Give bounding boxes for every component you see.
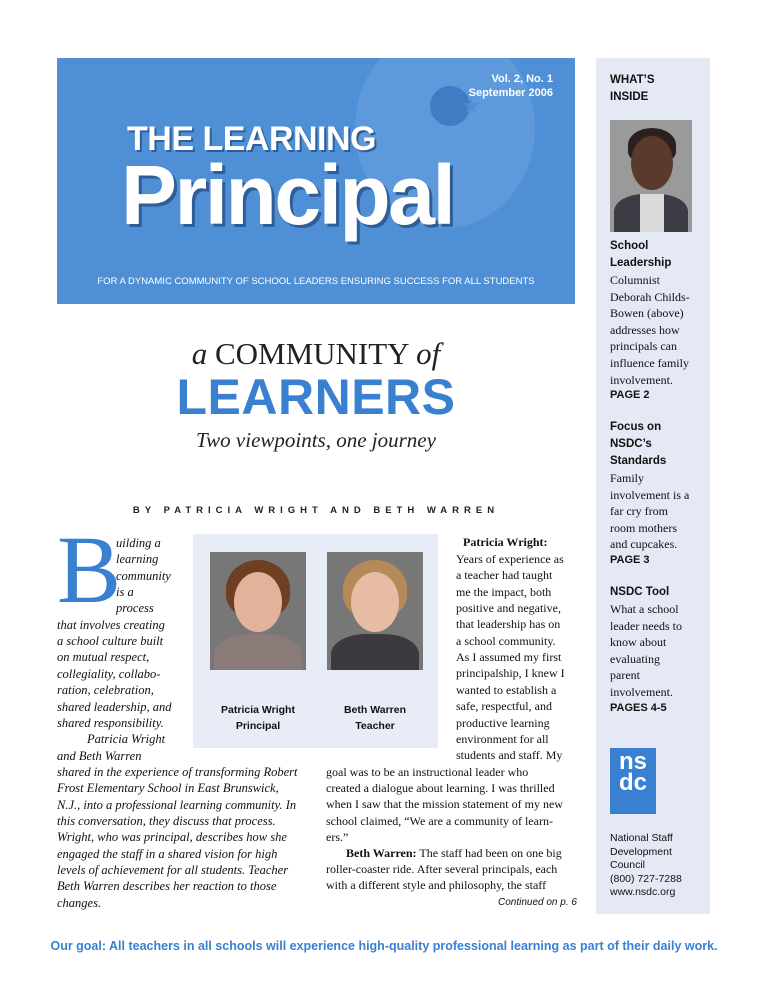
headline-learners: LEARNERS bbox=[176, 369, 456, 425]
body-line: school claimed, “We are a community of learn- bbox=[326, 813, 553, 828]
body-line: that leadership has on bbox=[456, 617, 561, 632]
photo-face bbox=[351, 572, 399, 632]
logo-line: ns bbox=[618, 748, 647, 775]
intro-line: and Beth Warren bbox=[57, 748, 142, 763]
speaker-patricia-wright: Patricia Wright: bbox=[463, 535, 548, 549]
headline-community bbox=[57, 336, 575, 372]
sidebar-header bbox=[610, 72, 655, 106]
sidebar-section-text: far cry from bbox=[610, 504, 668, 519]
body-line: safe, respectful, and bbox=[456, 699, 552, 714]
body-line: a teacher had taught bbox=[456, 568, 553, 583]
masthead bbox=[57, 58, 575, 304]
title-principal: Principal bbox=[121, 148, 454, 242]
intro-line: on mutual respect, bbox=[57, 650, 150, 665]
sidebar-section-text: Deborah Childs- bbox=[610, 289, 690, 304]
body-line: ers.” bbox=[326, 829, 349, 844]
body-line: with a different style and philosophy, the staff bbox=[326, 878, 547, 893]
sidebar-section-page[interactable]: PAGES 4-5 bbox=[610, 701, 667, 714]
contact-line: Council bbox=[610, 859, 646, 871]
sidebar-section-text: addresses how bbox=[610, 322, 680, 337]
body-paragraph-2 bbox=[346, 846, 562, 861]
caption-role: Principal bbox=[235, 720, 281, 732]
contact-website[interactable]: www.nsdc.org bbox=[610, 886, 676, 898]
intro-line: that involves creating bbox=[57, 617, 165, 632]
sidebar-section-title: Leadership bbox=[610, 257, 672, 269]
intro-line: Patricia Wright bbox=[87, 732, 166, 747]
intro-line: Wright, who was principal, describes how she bbox=[57, 830, 287, 845]
intro-line: community bbox=[116, 568, 171, 583]
tagline: FOR A DYNAMIC COMMUNITY OF SCHOOL LEADERS ENSURING SUCCESS FOR ALL STUDENTS bbox=[97, 276, 535, 287]
intro-line: uilding a bbox=[116, 536, 161, 550]
contact-info bbox=[610, 832, 682, 900]
byline: BY PATRICIA WRIGHT AND BETH WARREN bbox=[132, 505, 500, 516]
photo-deborah-childs-bowen bbox=[610, 120, 692, 232]
contact-line: Development bbox=[610, 845, 672, 858]
caption-role: Teacher bbox=[355, 720, 395, 732]
intro-line: ration, celebration, bbox=[57, 683, 154, 698]
sidebar-section-text: involvement. bbox=[610, 372, 673, 387]
logo-line: dc bbox=[618, 769, 647, 796]
body-line: goal was to be an instructional leader who bbox=[326, 764, 529, 779]
intro-line: collegiality, collabo- bbox=[57, 666, 161, 681]
sidebar-section-title: Standards bbox=[610, 455, 667, 467]
sidebar-section-text: What a school bbox=[610, 602, 679, 616]
intro-line: shared leadership, and bbox=[57, 699, 172, 714]
sidebar-section-text: influence family bbox=[610, 356, 689, 370]
sidebar-section-text: principals can bbox=[610, 339, 677, 354]
intro-line: shared in the experience of transforming Robert bbox=[57, 764, 298, 779]
intro-line: changes. bbox=[57, 895, 102, 910]
caption-patricia-wright bbox=[203, 702, 313, 734]
caption-name: Beth Warren bbox=[343, 704, 407, 716]
photo-box bbox=[193, 534, 438, 748]
sidebar-section-text: evaluating bbox=[610, 651, 660, 666]
sidebar-section-title: Focus on bbox=[610, 421, 662, 433]
body-line: roller-coaster ride. After several principals, each bbox=[326, 862, 558, 876]
continued-link[interactable]: Continued on p. 6 bbox=[498, 897, 577, 908]
intro-line: this conversation, they discuss that process. bbox=[57, 813, 276, 828]
photo-shoulders bbox=[214, 634, 302, 670]
issue-date: September 2006 bbox=[468, 87, 553, 99]
sidebar-section-title: School bbox=[610, 240, 649, 252]
body-line: productive learning bbox=[456, 715, 550, 730]
issue-info bbox=[469, 72, 553, 100]
goal-statement: Our goal: All teachers in all schools will experience high-quality professional learning as part of their daily work. bbox=[50, 939, 718, 953]
photo-face bbox=[234, 572, 282, 632]
body-line: environment for all bbox=[456, 731, 549, 746]
photo-shoulders bbox=[331, 634, 419, 670]
caption-name: Patricia Wright bbox=[221, 704, 295, 716]
sidebar-section-text: Columnist bbox=[610, 273, 661, 287]
headline-community-word: COMMUNITY bbox=[214, 336, 409, 371]
sidebar-section-text: and cupcakes. bbox=[610, 537, 678, 552]
volume-number: Vol. 2, No. 1 bbox=[491, 73, 553, 85]
photo-face bbox=[631, 136, 673, 190]
caption-beth-warren bbox=[320, 702, 430, 734]
body-line: As I assumed my first bbox=[456, 650, 562, 665]
drop-cap: B bbox=[57, 516, 122, 623]
sidebar-section-text: room mothers bbox=[610, 520, 677, 535]
sidebar-section-text: know about bbox=[610, 635, 667, 650]
photo-patricia-wright bbox=[210, 552, 306, 670]
sidebar-section-text: parent bbox=[610, 668, 640, 683]
sidebar-section-text: involvement. bbox=[610, 685, 673, 699]
sidebar-section-text: Family bbox=[610, 471, 645, 485]
intro-line: Frost Elementary School in East Brunswick, bbox=[57, 781, 279, 796]
sidebar-header-line: INSIDE bbox=[610, 91, 649, 103]
intro-line: a school culture built bbox=[57, 634, 164, 649]
contact-phone: (800) 727-7288 bbox=[610, 872, 682, 885]
intro-line: levels of achievement for all students. Teacher bbox=[57, 863, 289, 877]
photo-beth-warren bbox=[327, 552, 423, 670]
intro-line: process bbox=[116, 601, 154, 616]
intro-line: engaged the staff in a shared vision for high bbox=[57, 846, 278, 861]
sidebar-section-text: involvement is a bbox=[610, 487, 690, 502]
photo-collar bbox=[640, 194, 664, 232]
sidebar-section-title: NSDC’s bbox=[610, 438, 652, 450]
headline-a: a bbox=[191, 336, 208, 371]
sidebar-section-title: NSDC Tool bbox=[610, 586, 670, 598]
body-line: Years of experience as bbox=[456, 552, 564, 566]
body-line: when I saw that the mission statement of my new bbox=[326, 797, 563, 812]
body-line: positive and negative, bbox=[456, 601, 561, 616]
star-icon: ★ bbox=[461, 94, 481, 119]
intro-line: learning bbox=[116, 552, 159, 567]
intro-line: is a bbox=[116, 585, 134, 600]
sidebar-header-line: WHAT’S bbox=[610, 74, 655, 86]
body-line: me the impact, both bbox=[456, 584, 552, 599]
intro-line: shared responsibility. bbox=[57, 715, 164, 730]
sidebar-section-text: leader needs to bbox=[610, 618, 682, 633]
sidebar-section-page[interactable]: PAGE 3 bbox=[610, 554, 650, 566]
body-line: a school community. bbox=[456, 633, 556, 648]
nsdc-logo bbox=[610, 748, 656, 814]
headline-of: of bbox=[416, 336, 441, 371]
body-paragraph-2-text: The staff had been on one big bbox=[419, 846, 562, 860]
sidebar-section-text: Bowen (above) bbox=[610, 306, 684, 321]
body-line: students and staff. My bbox=[456, 748, 563, 763]
contact-line: National Staff bbox=[610, 832, 673, 844]
headline-subtitle: Two viewpoints, one journey bbox=[196, 428, 436, 452]
sidebar-section-page[interactable]: PAGE 2 bbox=[610, 389, 650, 402]
speaker-beth-warren: Beth Warren: bbox=[346, 846, 417, 860]
body-line: wanted to establish a bbox=[456, 682, 557, 697]
intro-line: Beth Warren describes her reaction to those bbox=[57, 879, 277, 894]
title-the-learning: THE LEARNING bbox=[127, 120, 376, 158]
body-line: principalship, I knew I bbox=[456, 666, 565, 681]
body-line: created a dialogue about learning. I was thrilled bbox=[326, 780, 555, 795]
intro-line: N.J., into a professional learning community. In bbox=[57, 797, 297, 812]
